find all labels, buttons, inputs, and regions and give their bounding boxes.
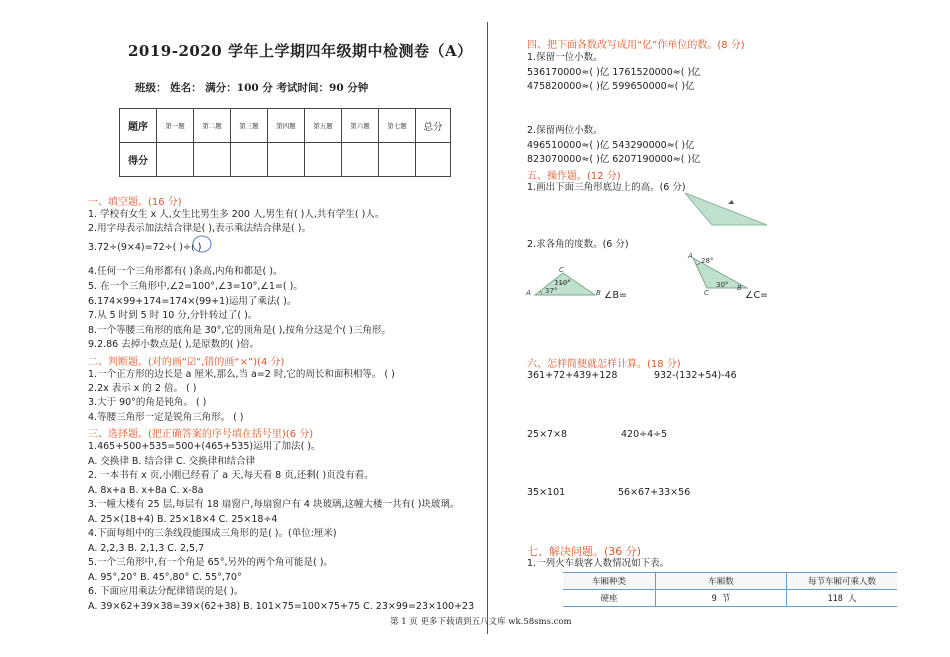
table-cell: 9 节	[656, 590, 787, 607]
score-table-col: 第一题	[157, 109, 194, 143]
score-table-col: 第二题	[194, 109, 231, 143]
calc-problem: 56×67+33×56	[618, 487, 691, 498]
table-header: 每节车厢可乘人数	[787, 573, 898, 590]
answer-blank[interactable]: ∠B=	[604, 290, 627, 301]
table-cell: 硬座	[563, 590, 656, 607]
triangle-diagram	[680, 188, 772, 230]
question: 2.2x 表示 x 的 2 倍。 ( )	[88, 383, 197, 394]
angle-label: 110°	[554, 279, 571, 287]
section-7-title: 七、解决问题。(36 分)	[527, 545, 642, 558]
options: A. 8x+a B. x+8a C. x-8a	[88, 485, 204, 496]
score-cell[interactable]	[342, 143, 379, 177]
question: 5. 在一个三角形中,∠2=100°,∠3=10°,∠1=( )。	[88, 281, 303, 292]
question: 475820000≈( )亿 599650000≈( )亿	[527, 81, 695, 92]
vertex-label: A	[526, 289, 531, 297]
calc-problem: 420÷4÷5	[621, 429, 668, 440]
question: 3.一幢大楼有 25 层,每层有 18 扇窗户,每扇窗户有 4 块玻璃,这幢大楼一共有( )块玻璃。	[88, 499, 460, 510]
vertex-label: B	[596, 289, 601, 297]
score-table-col: 第四题	[268, 109, 305, 143]
question: 5.一个三角形中,有一个角是 65°,另外的两个角可能是( )。	[88, 557, 333, 568]
question: 1.画出下面三角形底边上的高。(6 分)	[527, 182, 686, 193]
section-2-title: 二、判断题。(对的画“☑”,错的画“×”)(4 分)	[88, 357, 285, 368]
question: 7.从 5 时到 5 时 10 分,分针转过了( )。	[88, 310, 258, 321]
score-table-col: 第七题	[379, 109, 416, 143]
angle-label: 30°	[716, 281, 729, 289]
vertex-label: B	[737, 284, 742, 292]
question: 823070000≈( )亿 6207190000≈( )亿	[527, 154, 701, 165]
question: 4.任何一个三角形都有( )条高,内角和都是( )。	[88, 266, 283, 277]
page-footer: 第 1 页 更多下载请到五八文库 wk.58sms.com	[390, 617, 572, 627]
section-3-title: 三、选择题。(把正确答案的序号填在括号里)(6 分)	[88, 429, 314, 440]
question: 6.174×99+174=174×(99+1)运用了乘法( )。	[88, 296, 297, 307]
sub-question: 1.保留一位小数。	[527, 52, 603, 63]
sub-question: 2.保留两位小数。	[527, 125, 603, 136]
question: 1. 学校有女生 x 人,女生比男生多 200 人,男生有( )人,共有学生( )人。	[88, 209, 385, 220]
score-table-col: 第三题	[231, 109, 268, 143]
exam-info: 班级： 姓名： 满分：100 分 考试时间：90 分钟	[135, 82, 369, 94]
score-cell[interactable]	[379, 143, 416, 177]
question: 3.大于 90°的角是钝角。 ( )	[88, 397, 207, 408]
score-cell[interactable]	[157, 143, 194, 177]
table-header: 车厢种类	[563, 573, 656, 590]
score-table-total: 总分	[416, 109, 451, 143]
question: 2.用字母表示加法结合律是( ),表示乘法结合律是( )。	[88, 223, 311, 234]
question: 8.一个等腰三角形的底角是 30°,它的顶角是( ),按角分这是个( )三角形。	[88, 325, 391, 336]
score-cell[interactable]	[305, 143, 342, 177]
train-table	[563, 572, 897, 607]
calc-problem: 361+72+439+128	[527, 370, 618, 381]
question: 496510000≈( )亿 543290000≈( )亿	[527, 140, 695, 151]
vertex-label: A	[688, 252, 693, 260]
options: A. 2,2,3 B. 2,1,3 C. 2,5,7	[88, 543, 205, 554]
question: 1.一个正方形的边长是 a 厘米,那么,当 a=2 时,它的周长和面积相等。 ( )	[88, 369, 395, 380]
question: 2. 一本书有 x 页,小刚已经看了 a 天,每天看 8 页,还剩( )页没有看。	[88, 470, 374, 481]
section-4-title: 四、把下面各数改写成用“亿”作单位的数。(8 分)	[527, 40, 745, 51]
calc-problem: 25×7×8	[527, 429, 568, 440]
section-6-title: 六、怎样简便就怎样计算。(18 分)	[527, 359, 681, 370]
question: 1.一列火车载客人数情况如下表。	[527, 558, 670, 569]
score-cell[interactable]	[231, 143, 268, 177]
options: A. 39×62+39×38=39×(62+38) B. 101×75=100×75+75 C. 23×99=23×100+23	[88, 601, 475, 612]
exam-title: 2019-2020 学年上学期四年级期中检测卷（A）	[128, 42, 473, 60]
circle-mark-icon	[190, 234, 214, 254]
calc-problem: 932-(132+54)-46	[654, 370, 737, 381]
score-table-row-label: 得分	[120, 143, 157, 177]
options: A. 25×(18+4) B. 25×18×4 C. 25×18÷4	[88, 514, 278, 525]
question: 4.下面每组中的三条线段能围成三角形的是( )。(单位:厘米)	[88, 528, 337, 539]
angle-label: 28°	[701, 257, 714, 265]
score-table-col: 第六题	[342, 109, 379, 143]
options: A. 95°,20° B. 45°,80° C. 55°,70°	[88, 572, 242, 583]
question: 6. 下面应用乘法分配律错误的是( )。	[88, 586, 244, 597]
score-cell[interactable]	[194, 143, 231, 177]
question: 9.2.86 去掉小数点是( ),是原数的( )倍。	[88, 339, 260, 350]
answer-blank[interactable]: ∠C=	[745, 290, 769, 301]
column-divider	[487, 22, 488, 634]
question: 2.求各角的度数。(6 分)	[527, 239, 629, 250]
section-1-title: 一、填空题。(16 分)	[88, 197, 182, 208]
vertex-label: C	[559, 266, 564, 274]
calc-problem: 35×101	[527, 487, 566, 498]
score-table	[119, 108, 451, 177]
question: 3.72÷(9×4)=72÷( )÷( )	[88, 242, 202, 253]
table-header: 车厢数	[656, 573, 787, 590]
score-table-col: 第五题	[305, 109, 342, 143]
score-cell[interactable]	[268, 143, 305, 177]
score-table-row-label: 题序	[120, 109, 157, 143]
table-cell: 118 人	[787, 590, 898, 607]
question: 1.465+500+535=500+(465+535)运用了加法( )。	[88, 441, 321, 452]
vertex-label: C	[704, 289, 709, 297]
section-5-title: 五、操作题。(12 分)	[527, 171, 621, 182]
question: 536170000≈( )亿 1761520000≈( )亿	[527, 67, 701, 78]
question: 4.等腰三角形一定是锐角三角形。 ( )	[88, 412, 244, 423]
score-cell[interactable]	[416, 143, 451, 177]
angle-label: 37°	[545, 287, 558, 295]
options: A. 交换律 B. 结合律 C. 交换律和结合律	[88, 456, 256, 467]
